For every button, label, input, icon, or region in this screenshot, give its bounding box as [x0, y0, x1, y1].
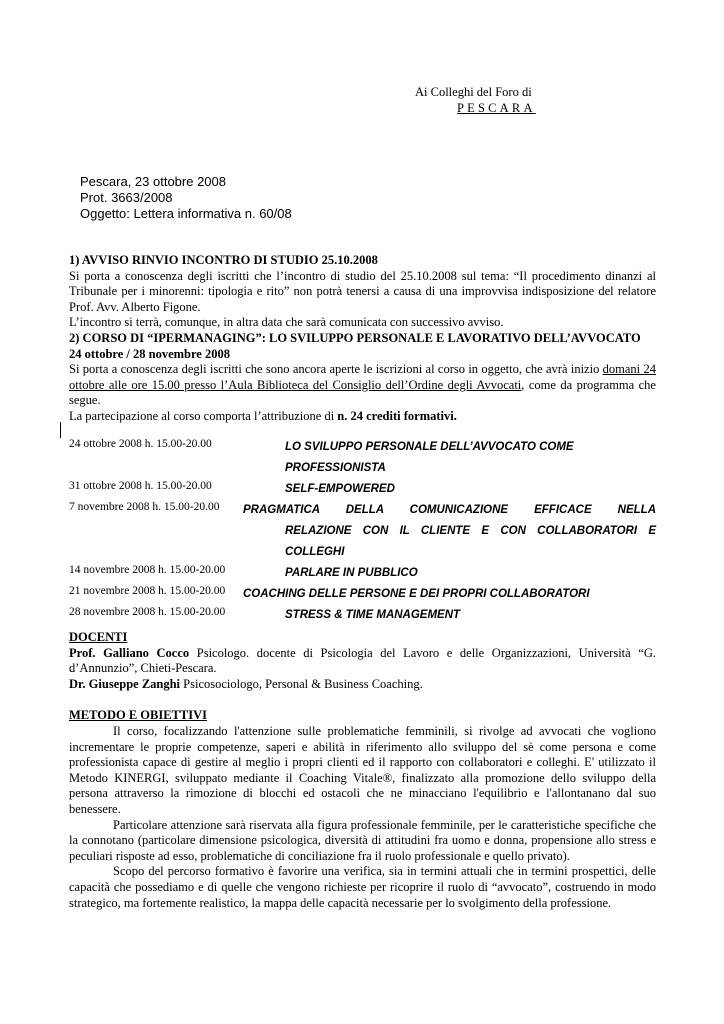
- section2-text: [69, 362, 656, 409]
- docente-2-desc: Psicosociologo, Personal & Business Coaching.: [180, 676, 423, 691]
- metodo-paragraph-2: Particolare attenzione sarà riservata alla figura professionale femminile, per le caratteristiche specifiche che la connotano (particolare dimensione psicologica, diversità di attitudini fra uomo e donna, propensione allo stress e peculiari risposte ad esso, problematiche di conciliazione fra il ruolo professionale e quello privato).: [69, 817, 656, 863]
- docente-1: [69, 646, 656, 677]
- letter-protocol: Prot. 3663/2008: [80, 190, 173, 205]
- docente-1-name: Prof. Galliano Cocco: [69, 645, 190, 660]
- schedule-row: [69, 434, 656, 455]
- section1-note: L’incontro si terrà, comunque, in altra data che sarà comunicata con successivo avviso.: [69, 315, 504, 330]
- schedule-date: 14 novembre 2008 h. 15.00-20.00: [69, 564, 226, 576]
- metodo-heading: METODO E OBIETTIVI: [69, 708, 208, 723]
- letter-date: Pescara, 23 ottobre 2008: [80, 174, 226, 189]
- docente-2-name: Dr. Giuseppe Zanghi: [69, 676, 181, 691]
- metodo-paragraph-3: Scopo del percorso formativo è favorire una verifica, sia in termini attuali che in termini prospettici, delle capacità che possediamo e di quelle che vengono richieste per ricoprire il ruolo di “avvocato”, costruendo in modo strategico, ma fortemente realistico, la mappa delle capacità necessarie per lo svolgimento della professione.: [69, 864, 656, 910]
- section1-text: Si porta a conoscenza degli iscritti che l’incontro di studio del 25.10.2008 sul tema: “Il procedimento dinanzi al Tribunale per i minorenni: tipologia e rito” non potrà tenersi a causa di una improvvisa indisposizione del relatore Prof. Avv. Alberto Figone.: [69, 268, 656, 314]
- schedule-title: COLLEGHI: [285, 546, 345, 558]
- letter-subject: Oggetto: Lettera informativa n. 60/08: [80, 206, 292, 221]
- schedule-date: 31 ottobre 2008 h. 15.00-20.00: [69, 480, 212, 492]
- schedule-row-continued: [69, 518, 656, 539]
- schedule-title: LO SVILUPPO PERSONALE DELL’AVVOCATO COME: [285, 441, 574, 453]
- course-details: [69, 630, 656, 911]
- schedule-title: STRESS & TIME MANAGEMENT: [285, 609, 461, 621]
- schedule-title: RELAZIONE CON IL CLIENTE E CON COLLABORATORI E: [285, 525, 656, 537]
- docente-2: [69, 677, 656, 693]
- letter-body: [69, 253, 656, 425]
- schedule-date: 24 ottobre 2008 h. 15.00-20.00: [69, 438, 212, 450]
- docenti-heading: DOCENTI: [69, 630, 128, 644]
- metodo-paragraph-1: Il corso, focalizzando l'attenzione sulle problematiche femminili, si rivolge ad avvocati che vogliono incrementare le proprie competenze, saperi e abilità in riferimento allo sviluppo del sè come persona e come professionista capace di gestire al meglio i propri clienti ed il rapporto con collaboratori e colleghi. E' utilizzato il Metodo KINERGI, sviluppato mediante il Coaching Vitale®, finalizzato alla promozione dello sviluppo della persona attraverso la rimozione di blocchi ed ostacoli che ne minacciano l'equilibrio e l'allontanano dal suo benessere.: [69, 723, 656, 816]
- letter-meta: [80, 174, 292, 222]
- section2-text-a: Si porta a conoscenza degli iscritti che sono ancora aperte le iscrizioni al corso in oggetto, che avrà inizio: [69, 362, 603, 377]
- schedule-title: PROFESSIONISTA: [285, 462, 386, 474]
- schedule-title: COACHING DELLE PERSONE E DEI PROPRI COLLABORATORI: [243, 588, 590, 600]
- schedule-date: 28 novembre 2008 h. 15.00-20.00: [69, 606, 226, 618]
- schedule-row-continued: [69, 455, 656, 476]
- schedule-title: PARLARE IN PUBBLICO: [285, 567, 418, 579]
- course-schedule: [69, 434, 656, 623]
- section2-text-b: , come da programma che segue.: [69, 377, 656, 408]
- section2-heading: 2) CORSO DI “IPERMANAGING”: LO SVILUPPO PERSONALE E LAVORATIVO DELL’AVVOCATO 24 ottobre / 28 novembre 2008: [69, 330, 641, 361]
- schedule-date: 7 novembre 2008 h. 15.00-20.00: [69, 501, 220, 513]
- addressee-block: [415, 84, 575, 116]
- section2-credits-bold: n. 24 crediti formativi.: [337, 408, 457, 423]
- schedule-row: [69, 476, 656, 497]
- schedule-title: PRAGMATICA DELLA COMUNICAZIONE EFFICACE NELLA: [243, 504, 656, 516]
- schedule-row: [69, 581, 656, 602]
- schedule-row: [69, 497, 656, 518]
- schedule-title: SELF-EMPOWERED: [285, 483, 395, 495]
- addressee-city: PESCARA: [457, 101, 536, 115]
- schedule-row: [69, 602, 656, 623]
- section2-credits-a: La partecipazione al corso comporta l’attribuzione di: [69, 408, 338, 423]
- schedule-date: 21 novembre 2008 h. 15.00-20.00: [69, 585, 226, 597]
- section2-text-underlined: domani 24 ottobre alle ore 15.00 presso l’Aula Biblioteca del Consiglio dell’Ordine degli Avvocati: [69, 362, 656, 392]
- schedule-row: [69, 560, 656, 581]
- docente-1-desc: Psicologo. docente di Psicologia del Lavoro e delle Organizzazioni, Università “G. d’Annunzio”, Chieti-Pescara.: [69, 645, 656, 676]
- text-cursor-mark: [60, 422, 61, 438]
- addressee-line: Ai Colleghi del Foro di: [415, 85, 532, 99]
- schedule-row-continued: [69, 539, 656, 560]
- section1-heading: 1) AVVISO RINVIO INCONTRO DI STUDIO 25.10.2008: [69, 253, 378, 267]
- section2-credits: [69, 409, 656, 425]
